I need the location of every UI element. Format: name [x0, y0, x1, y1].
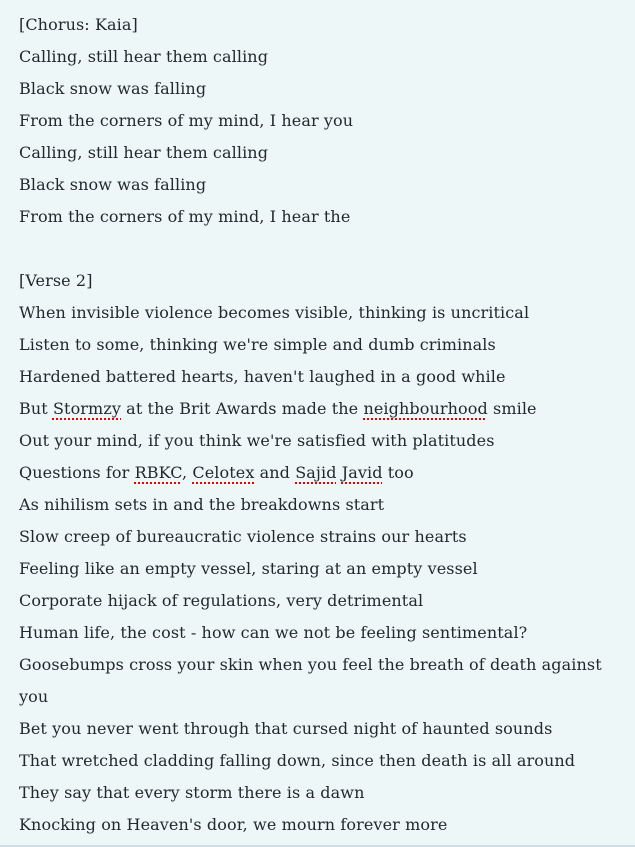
lyrics-line[interactable]: From the corners of my mind, I hear the — [19, 207, 351, 226]
misspelled-word[interactable]: Sajid — [295, 463, 337, 482]
lyrics-line[interactable]: Knocking on Heaven's door, we mourn forever more — [19, 815, 448, 834]
misspelled-word[interactable]: Stormzy — [52, 399, 121, 418]
lyrics-line[interactable]: Calling, still hear them calling — [19, 47, 269, 66]
misspelled-word[interactable]: Javid — [341, 463, 383, 482]
lyrics-line[interactable]: Human life, the cost - how can we not be feeling sentimental? — [19, 623, 528, 642]
lyrics-line[interactable]: Goosebumps cross your skin when you feel the breath of death against you — [19, 655, 607, 706]
lyrics-line[interactable]: Calling, still hear them calling — [19, 143, 269, 162]
lyrics-line[interactable]: Out your mind, if you think we're satisfied with platitudes — [19, 431, 495, 450]
section-spacer — [19, 233, 616, 265]
lyrics-line[interactable]: Slow creep of bureaucratic violence strains our hearts — [19, 527, 467, 546]
misspelled-word[interactable]: neighbourhood — [363, 399, 488, 418]
lyrics-line[interactable]: When invisible violence becomes visible, thinking is uncritical — [19, 303, 530, 322]
lyrics-line[interactable]: Corporate hijack of regulations, very detrimental — [19, 591, 424, 610]
lyrics-line[interactable]: They say that every storm there is a dawn — [19, 783, 365, 802]
lyrics-line[interactable]: But Stormzy at the Brit Awards made the neighbourhood smile — [19, 399, 537, 418]
lyrics-line[interactable]: Black snow was falling — [19, 79, 207, 98]
lyrics-line[interactable]: As nihilism sets in and the breakdowns start — [19, 495, 385, 514]
lyrics-line[interactable]: Bet you never went through that cursed night of haunted sounds — [19, 719, 553, 738]
lyrics-line[interactable]: From the corners of my mind, I hear you — [19, 111, 354, 130]
section-header[interactable]: [Verse 2] — [19, 271, 93, 290]
lyrics-line[interactable]: Feeling like an empty vessel, staring at an empty vessel — [19, 559, 478, 578]
lyrics-line[interactable]: Questions for RBKC, Celotex and Sajid Javid too — [19, 463, 414, 482]
lyrics-line[interactable]: Listen to some, thinking we're simple and dumb criminals — [19, 335, 496, 354]
lyrics-line[interactable]: Black snow was falling — [19, 175, 207, 194]
lyrics-line[interactable]: That wretched cladding falling down, since then death is all around — [19, 751, 576, 770]
lyrics-line[interactable]: Hardened battered hearts, haven't laughed in a good while — [19, 367, 506, 386]
section-header[interactable]: [Chorus: Kaia] — [19, 15, 138, 34]
misspelled-word[interactable]: RBKC — [134, 463, 182, 482]
misspelled-word[interactable]: Celotex — [192, 463, 255, 482]
